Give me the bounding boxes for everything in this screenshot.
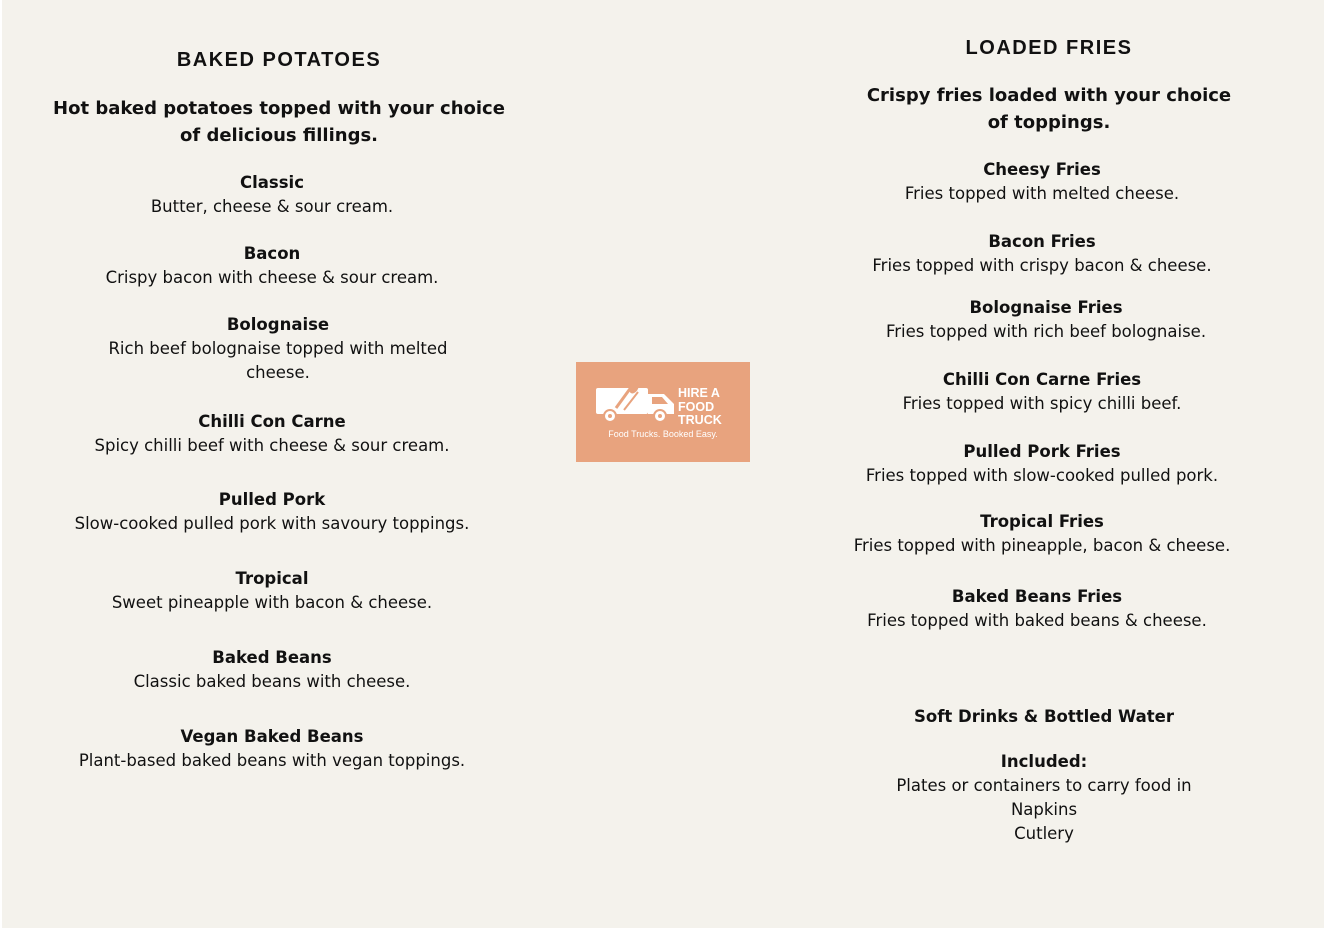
item-desc: Fries topped with pineapple, bacon & cheese.: [853, 536, 1231, 555]
menu-item: [846, 296, 1246, 344]
menu-item: [832, 510, 1252, 558]
item-desc: Fries topped with rich beef bolognaise.: [885, 322, 1207, 341]
item-desc: Fries topped with slow-cooked pulled pork.: [865, 466, 1219, 485]
item-name: Bacon Fries: [988, 232, 1096, 251]
item-desc: Butter, cheese & sour cream.: [150, 197, 394, 216]
item-desc: Fries topped with crispy bacon & cheese.: [872, 256, 1212, 275]
menu-item: [72, 410, 472, 458]
included-item: Cutlery: [1014, 824, 1074, 843]
menu-item: [837, 585, 1237, 633]
item-desc: Slow-cooked pulled pork with savoury toppings.: [74, 514, 470, 533]
item-name: Cheesy Fries: [983, 160, 1101, 179]
logo-line: HIRE A: [678, 386, 720, 400]
baked-potatoes-intro: Hot baked potatoes topped with your choice of delicious fillings.: [53, 98, 505, 146]
item-name: Chilli Con Carne: [198, 412, 346, 431]
item-desc: Plant-based baked beans with vegan toppings.: [78, 751, 466, 770]
food-truck-icon: [594, 382, 678, 426]
item-name: Pulled Pork Fries: [963, 442, 1121, 461]
included-item: Plates or containers to carry food in: [896, 776, 1192, 795]
hire-a-food-truck-logo: [576, 362, 750, 462]
item-name: Bacon: [243, 244, 301, 263]
item-name: Pulled Pork: [218, 490, 326, 509]
menu-item: [98, 313, 458, 385]
menu-page: [2, 0, 1324, 928]
item-name: Classic: [240, 173, 304, 192]
logo-line: TRUCK: [678, 413, 722, 427]
item-name: Baked Beans Fries: [951, 587, 1123, 606]
item-name: Tropical: [235, 569, 309, 588]
logo-line: FOOD: [678, 399, 715, 414]
baked-potatoes-heading: BAKED POTATOES: [176, 49, 382, 71]
item-name: Baked Beans: [212, 648, 332, 667]
item-desc: Fries topped with spicy chilli beef.: [902, 394, 1182, 413]
logo-tagline: Food Trucks. Booked Easy.: [608, 429, 718, 439]
included-label: Included:: [1000, 752, 1088, 771]
loaded-fries-intro: Crispy fries loaded with your choice of toppings.: [866, 85, 1232, 133]
item-desc: Sweet pineapple with bacon & cheese.: [111, 593, 433, 612]
menu-item: [842, 368, 1242, 416]
item-desc: Spicy chilli beef with cheese & sour cream.: [94, 436, 450, 455]
included-item: Napkins: [1010, 800, 1078, 819]
item-name: Bolognaise: [226, 315, 330, 334]
menu-item: [72, 171, 472, 219]
item-desc: Classic baked beans with cheese.: [133, 672, 411, 691]
menu-item: [72, 567, 472, 615]
logo-wordmark: [678, 387, 738, 428]
item-name: Vegan Baked Beans: [180, 727, 364, 746]
included-section: [844, 750, 1244, 846]
menu-item: [72, 646, 472, 694]
drinks-note: Soft Drinks & Bottled Water: [914, 707, 1174, 726]
menu-item: [52, 725, 492, 773]
loaded-fries-heading: LOADED FRIES: [965, 37, 1133, 59]
item-name: Chilli Con Carne Fries: [942, 370, 1142, 389]
item-desc: Fries topped with melted cheese.: [904, 184, 1180, 203]
menu-item: [842, 440, 1242, 488]
item-desc: Rich beef bolognaise topped with melted cheese.: [108, 339, 448, 382]
item-name: Bolognaise Fries: [969, 298, 1123, 317]
item-desc: Fries topped with baked beans & cheese.: [867, 611, 1207, 630]
menu-item: [72, 242, 472, 290]
menu-item: [842, 158, 1242, 206]
item-name: Tropical Fries: [980, 512, 1104, 531]
menu-item: [842, 230, 1242, 278]
menu-item: [52, 488, 492, 536]
item-desc: Crispy bacon with cheese & sour cream.: [105, 268, 439, 287]
